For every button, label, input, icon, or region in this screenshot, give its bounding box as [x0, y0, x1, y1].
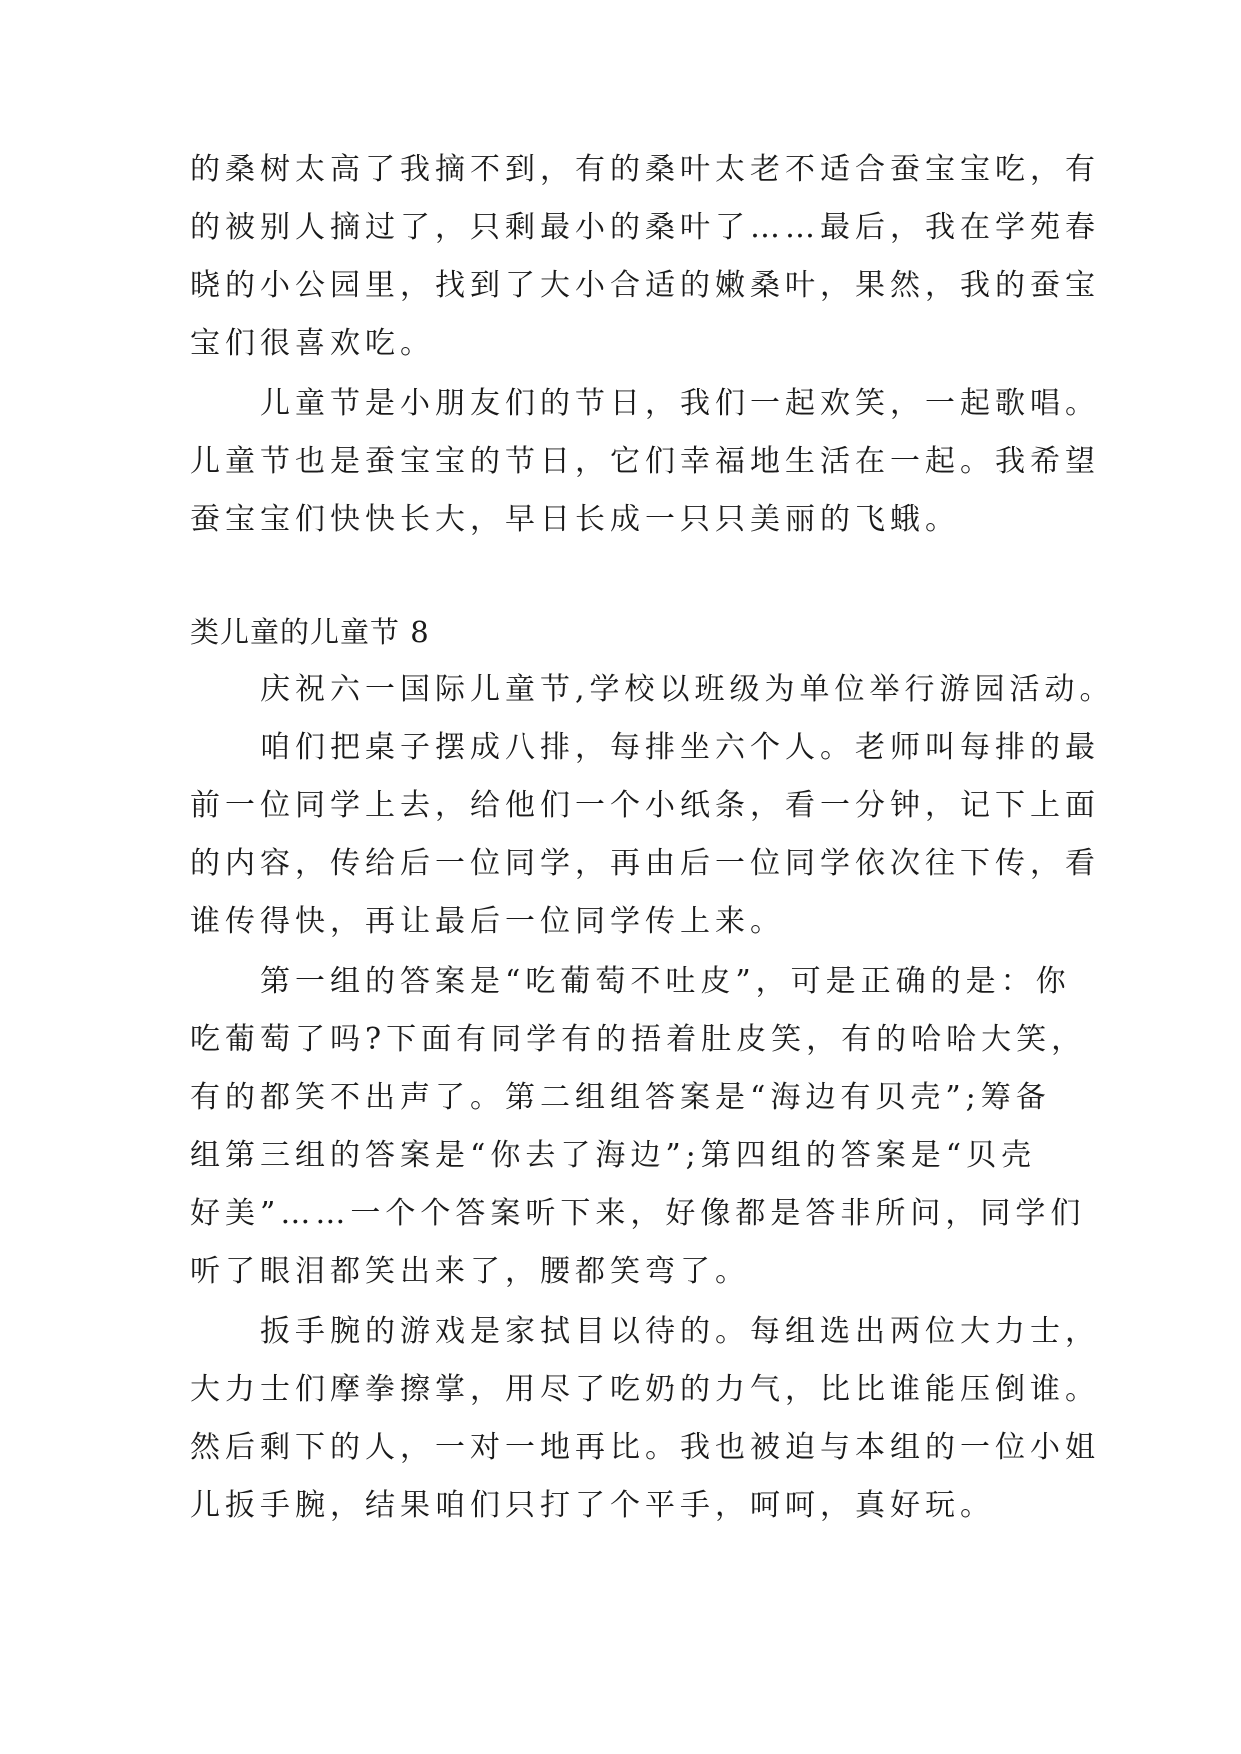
paragraph-line: 儿扳手腕，结果咱们只打了个平手，呵呵，真好玩。 — [190, 1488, 995, 1523]
paragraph-line: 儿童节也是蚕宝宝的节日，它们幸福地生活在一起。我希望 — [190, 444, 1100, 479]
paragraph-line: 扳手腕的游戏是家拭目以待的。每组选出两位大力士， — [190, 1314, 1100, 1349]
paragraph-line: 咱们把桌子摆成八排，每排坐六个人。老师叫每排的最 — [190, 730, 1100, 765]
paragraph-line: 蚕宝宝们快快长大，早日长成一只只美丽的飞蛾。 — [190, 502, 960, 537]
paragraph-line: 有的都笑不出声了。第二组组答案是“海边有贝壳”;筹备 — [190, 1080, 1051, 1115]
paragraph-line: 的内容，传给后一位同学，再由后一位同学依次往下传，看 — [190, 846, 1100, 881]
paragraph-line: 晓的小公园里，找到了大小合适的嫩桑叶，果然，我的蚕宝 — [190, 268, 1100, 303]
paragraph-line: 大力士们摩拳擦掌，用尽了吃奶的力气，比比谁能压倒谁。 — [190, 1372, 1100, 1407]
paragraph-line: 的桑树太高了我摘不到，有的桑叶太老不适合蚕宝宝吃，有 — [190, 152, 1100, 187]
paragraph-line: 第一组的答案是“吃葡萄不吐皮”，可是正确的是：你 — [190, 964, 1071, 999]
paragraph-line: 谁传得快，再让最后一位同学传上来。 — [190, 904, 785, 939]
paragraph-line: 庆祝六一国际儿童节,学校以班级为单位举行游园活动。 — [190, 672, 1115, 707]
paragraph-line: 吃葡萄了吗?下面有同学有的捂着肚皮笑，有的哈哈大笑， — [190, 1022, 1087, 1057]
paragraph-line: 听了眼泪都笑出来了，腰都笑弯了。 — [190, 1254, 750, 1289]
paragraph-line: 组第三组的答案是“你去了海边”;第四组的答案是“贝壳 — [190, 1138, 1037, 1173]
paragraph-line: 前一位同学上去，给他们一个小纸条，看一分钟，记下上面 — [190, 788, 1100, 823]
paragraph-line: 然后剩下的人，一对一地再比。我也被迫与本组的一位小姐 — [190, 1430, 1100, 1465]
paragraph-line: 宝们很喜欢吃。 — [190, 326, 435, 361]
paragraph-line: 儿童节是小朋友们的节日，我们一起欢笑，一起歌唱。 — [190, 386, 1100, 421]
section-heading: 类儿童的儿童节 8 — [190, 615, 430, 649]
paragraph-line: 的被别人摘过了，只剩最小的桑叶了……最后，我在学苑春 — [190, 210, 1100, 245]
paragraph-line: 好美”……一个个答案听下来，好像都是答非所问，同学们 — [190, 1196, 1086, 1231]
